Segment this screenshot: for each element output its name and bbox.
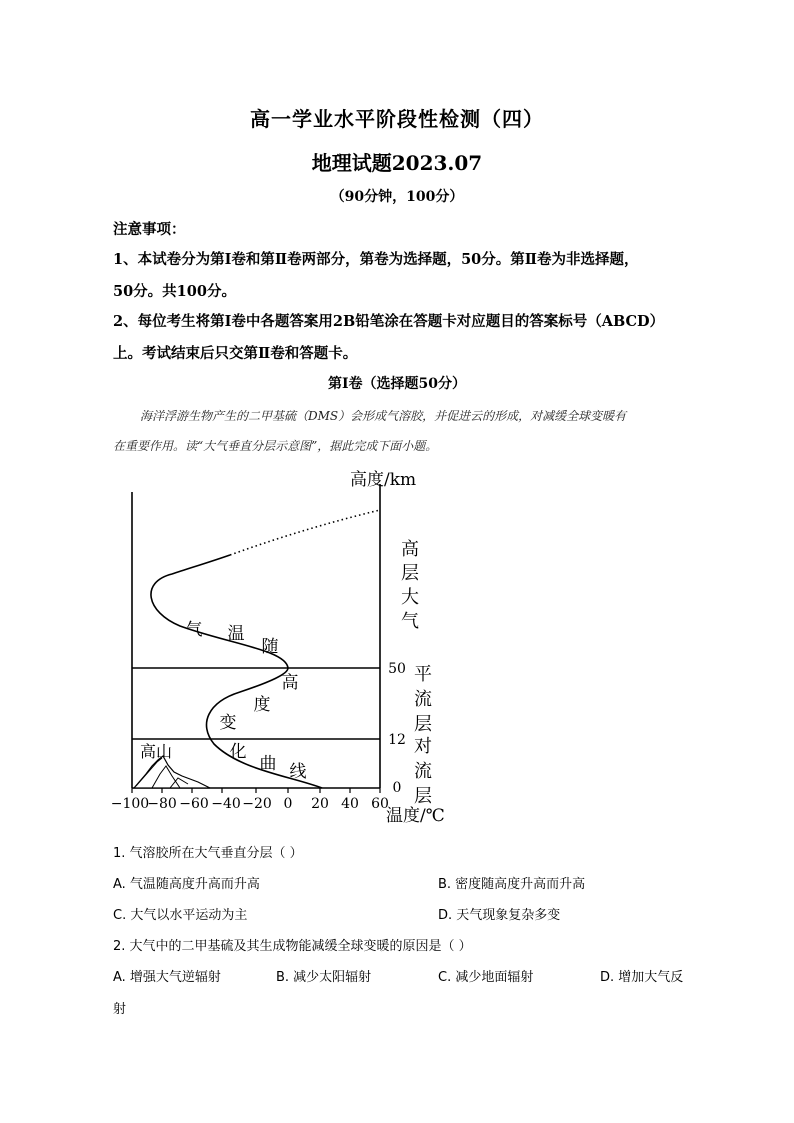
x-tick-label: 40: [341, 796, 359, 812]
x-tick-label: −40: [211, 796, 241, 812]
notes-heading: 注意事项：: [113, 221, 186, 238]
curve-label-char: 高: [281, 673, 299, 693]
curve-label-char: 化: [229, 742, 247, 762]
note-2-line-2: 上。考试结束后只交第Ⅱ卷和答题卡。: [113, 345, 358, 362]
curve-label-char: 曲: [259, 754, 277, 774]
x-axis-title: 温度/℃: [386, 806, 445, 826]
note-1-line-1: 1、本试卷分为第Ⅰ卷和第Ⅱ卷两部分，第卷为选择题，50分。第Ⅱ卷为非选择题，: [113, 251, 639, 268]
question-1-option-c[interactable]: C. 大气以水平运动为主: [113, 908, 248, 923]
layer-tropo-char: 层: [414, 786, 432, 807]
mountain-label: 高山: [140, 742, 173, 761]
note-1-line-2: 50分。共100分。: [113, 283, 236, 300]
question-2-option-d[interactable]: D. 增加大气反: [600, 970, 684, 985]
layer-tropo-char: 流: [414, 761, 432, 782]
x-tick-label: −20: [242, 796, 272, 812]
layer-upper-char: 高: [401, 539, 419, 560]
exam-subtitle: 地理试题2023.07: [311, 151, 483, 175]
y-tick-label-0: 0: [392, 780, 402, 796]
temperature-curve-dotted: [230, 510, 380, 555]
atmosphere-layers-diagram: [110, 462, 470, 832]
layer-strat-char: 流: [414, 689, 432, 710]
x-tick-label: 20: [311, 796, 329, 812]
exam-title: 高一学业水平阶段性检测（四）: [250, 107, 544, 131]
curve-label-char: 线: [289, 762, 307, 782]
y-axis-title: 高度/km: [350, 470, 417, 490]
intro-line-2: 在重要作用。读“大气垂直分层示意图”，据此完成下面小题。: [113, 439, 438, 453]
layer-tropo-char: 对: [414, 736, 432, 757]
layer-upper-char: 气: [401, 611, 419, 632]
layer-upper-char: 大: [401, 587, 419, 608]
x-tick-label: −60: [179, 796, 209, 812]
question-2-option-a[interactable]: A. 增强大气逆辐射: [113, 970, 221, 985]
x-tick-label: −100: [110, 796, 150, 812]
curve-label-char: 变: [219, 713, 237, 733]
intro-line-1: 海洋浮游生物产生的二甲基硫（DMS）会形成气溶胶，并促进云的形成，对减缓全球变暖有: [140, 409, 627, 423]
x-tick-label: 60: [371, 796, 389, 812]
layer-strat-char: 层: [414, 714, 432, 735]
y-tick-label-50: 50: [388, 661, 406, 677]
section-title: 第Ⅰ卷（选择题50分）: [327, 376, 467, 392]
exam-time-info: （90分钟，100分）: [330, 189, 464, 205]
curve-label-char: 温: [227, 624, 245, 644]
curve-label-char: 度: [253, 695, 271, 715]
note-2-line-1: 2、每位考生将第Ⅰ卷中各题答案用2B铅笔涂在答题卡对应题目的答案标号（ABCD）: [113, 313, 665, 330]
x-tick-label: −80: [147, 796, 177, 812]
question-1-option-a[interactable]: A. 气温随高度升高而升高: [113, 877, 260, 892]
curve-label-char: 气: [185, 620, 203, 640]
question-2-option-b[interactable]: B. 减少太阳辐射: [276, 970, 372, 985]
x-tick-label: 0: [283, 796, 293, 812]
x-tick-labels: [111, 796, 389, 812]
question-2-stem: 2. 大气中的二甲基硫及其生成物能减缓全球变暖的原因是（ ）: [113, 939, 472, 954]
layer-strat-char: 平: [414, 664, 432, 685]
question-1-option-d[interactable]: D. 天气现象复杂多变: [438, 908, 561, 923]
y-tick-label-12: 12: [388, 732, 406, 748]
question-1-option-b[interactable]: B. 密度随高度升高而升高: [438, 877, 586, 892]
layer-upper-char: 层: [401, 563, 419, 584]
question-2-option-d-continued: 射: [113, 1002, 127, 1017]
question-2-option-c[interactable]: C. 减少地面辐射: [438, 970, 534, 985]
curve-label-char: 随: [261, 637, 279, 657]
question-1-stem: 1. 气溶胶所在大气垂直分层（ ）: [113, 846, 303, 861]
